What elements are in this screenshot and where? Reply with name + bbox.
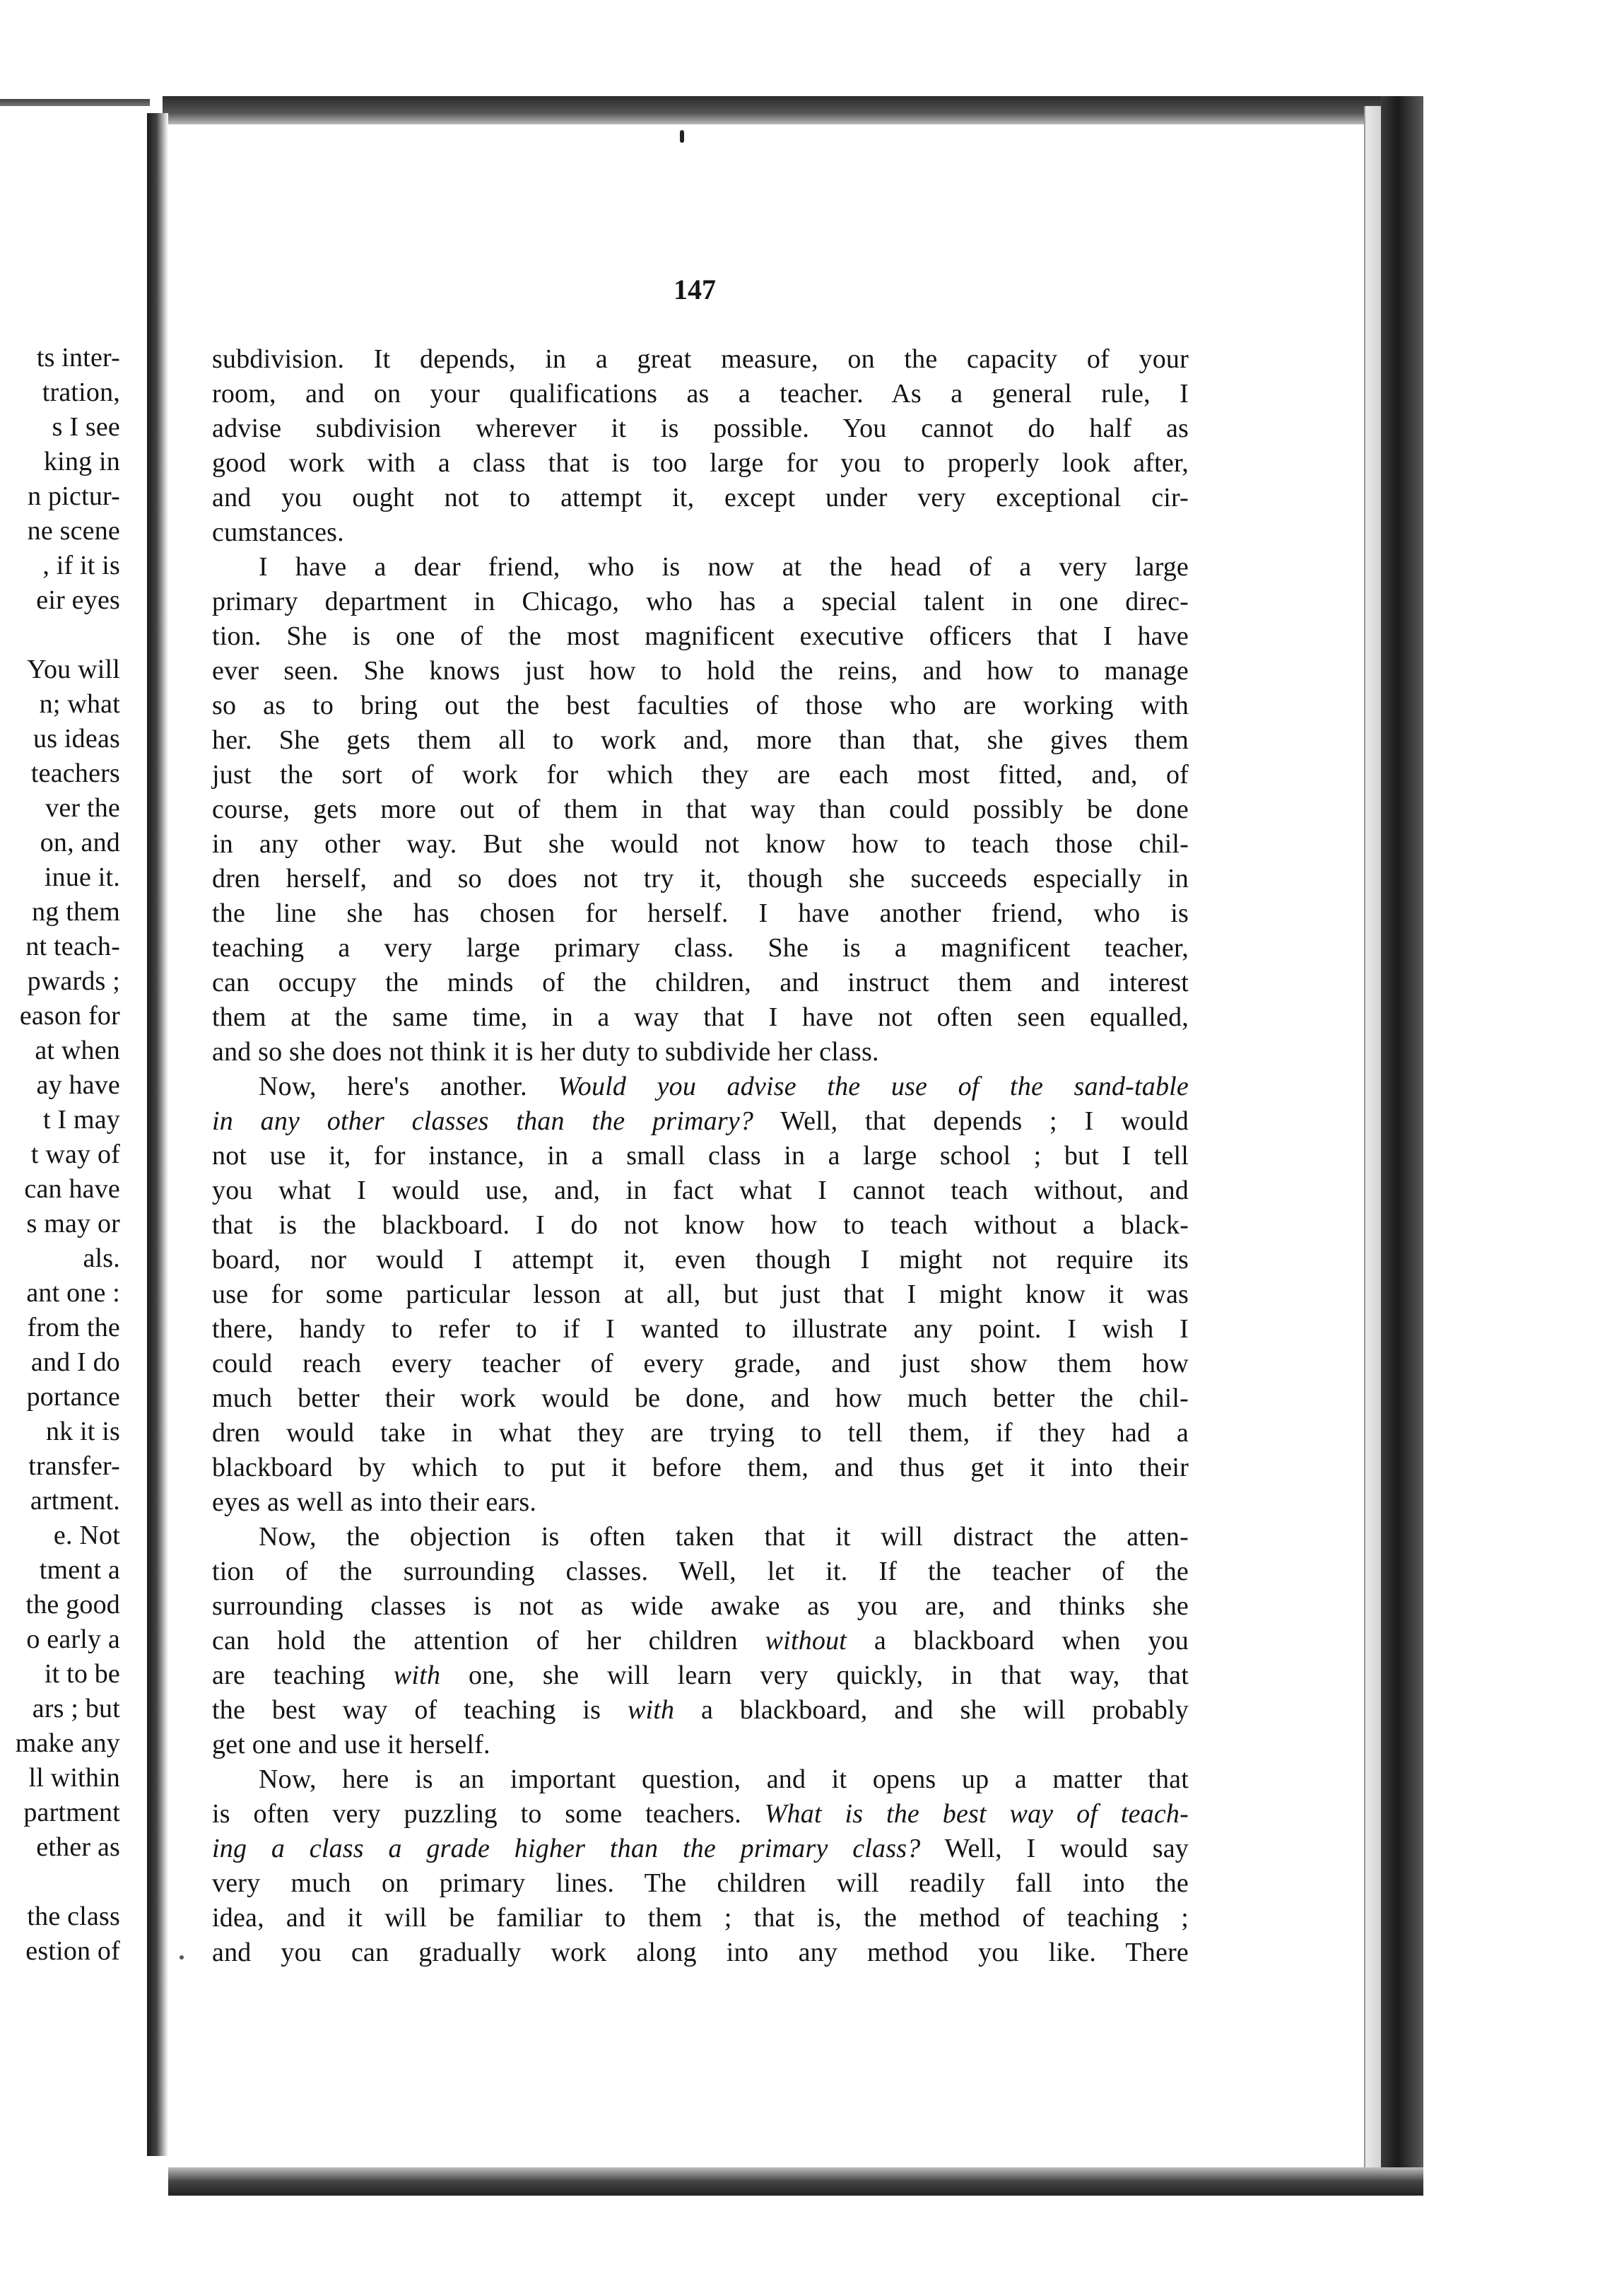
body-line-text: can hold the attention of her children	[212, 1626, 765, 1656]
left-fragment-line: nk it is	[45, 1417, 120, 1446]
left-fragment-line	[0, 618, 120, 652]
left-fragment-line: make any	[15, 1728, 120, 1758]
body-line: use for some particular lesson at all, but just that I might know it was	[212, 1279, 1189, 1309]
left-fragment-line: inue it.	[44, 862, 120, 892]
left-fragment-line: e. Not	[53, 1521, 120, 1550]
italic-question-text: Would you advise the use of the sand-table	[558, 1072, 1189, 1101]
body-line: subdivision. It depends, in a great measure, on the capacity of your	[212, 344, 1189, 374]
body-line: you what I would use, and, in fact what I cannot teach without, and	[212, 1176, 1189, 1205]
body-line: her. She gets them all to work and, more than that, she gives them	[212, 725, 1189, 755]
body-line-text: Well, I would say	[920, 1834, 1189, 1863]
left-fragment-line: ant one :	[26, 1278, 120, 1308]
body-line: can occupy the minds of the children, and instruct them and interest	[212, 968, 1189, 997]
body-line: I have a dear friend, who is now at the head of a very large	[259, 552, 1189, 582]
left-fragment-line: ay have	[36, 1070, 120, 1100]
body-line: and so she does not think it is her duty to subdivide her class.	[212, 1037, 879, 1067]
left-fragment-line	[0, 1865, 120, 1899]
left-fragment-line: eason for	[19, 1001, 120, 1031]
left-fragment-line: at when	[35, 1036, 120, 1065]
body-line: board, nor would I attempt it, even though I might not require its	[212, 1245, 1189, 1275]
body-line: ever seen. She knows just how to hold the reins, and how to manage	[212, 656, 1189, 686]
left-fragment-line: us ideas	[33, 724, 120, 754]
body-line: Now, here is an important question, and it opens up a matter that	[259, 1764, 1189, 1794]
left-page-text-fragments	[0, 341, 120, 1969]
ink-mark	[680, 130, 684, 143]
body-line: good work with a class that is too large for you to properly look after,	[212, 448, 1189, 478]
body-line-text: Now, here's another.	[259, 1072, 558, 1101]
body-line: cumstances.	[212, 517, 344, 547]
left-fragment-line: You will	[27, 655, 120, 684]
body-line: tion. She is one of the most magnificent executive officers that I have	[212, 621, 1189, 651]
body-line: tion of the surrounding classes. Well, let it. If the teacher of the	[212, 1557, 1189, 1586]
left-fragment-line: tment a	[39, 1555, 120, 1585]
italic-question-text: ing a class a grade higher than the primary class?	[212, 1834, 921, 1863]
body-line-text: are teaching	[212, 1660, 394, 1690]
left-fragment-line: portance	[26, 1382, 120, 1412]
body-line: advise subdivision wherever it is possible. You cannot do half as	[212, 414, 1189, 443]
page-stack-edge	[1364, 106, 1382, 2184]
body-line: them at the same time, in a way that I have not often seen equalled,	[212, 1002, 1189, 1032]
body-line-text: the best way of teaching is	[212, 1695, 628, 1725]
body-line: in any other way. But she would not know how to teach those chil-	[212, 829, 1189, 859]
body-line: dren herself, and so does not try it, though she succeeds especially in	[212, 864, 1189, 894]
left-fragment-line: ng them	[32, 897, 120, 927]
left-fragment-line: the good	[25, 1590, 120, 1620]
cover-edge	[1381, 96, 1423, 2196]
left-fragment-line: t way of	[30, 1140, 120, 1169]
gutter-shadow	[147, 113, 168, 2156]
body-line-text: a blackboard when you	[847, 1626, 1189, 1656]
left-fragment-line: can have	[24, 1174, 120, 1204]
left-fragment-line: nt teach-	[25, 932, 120, 961]
left-fragment-line: and I do	[30, 1347, 120, 1377]
left-fragment-line: it to be	[44, 1659, 120, 1689]
body-line: surrounding classes is not as wide awake as you are, and thinks she	[212, 1591, 1189, 1621]
left-fragment-line: , if it is	[42, 551, 120, 580]
italic-question-text: without	[765, 1626, 847, 1656]
body-line: Now, the objection is often taken that it will distract the atten-	[259, 1522, 1189, 1552]
page-body-text	[212, 342, 1189, 1970]
ink-dot	[180, 1955, 184, 1960]
body-line: very much on primary lines. The children will readily fall into the	[212, 1868, 1189, 1898]
body-line: and you ought not to attempt it, except under very exceptional cir-	[212, 483, 1189, 512]
left-fragment-line: artment.	[30, 1486, 120, 1516]
body-line-text: one, she will learn very quickly, in that way, that	[440, 1660, 1189, 1690]
left-fragment-line: ll within	[28, 1763, 120, 1793]
left-fragment-line: pwards ;	[27, 966, 120, 996]
body-line	[212, 1832, 1189, 1866]
left-fragment-line: ether as	[36, 1832, 120, 1862]
body-line: eyes as well as into their ears.	[212, 1487, 537, 1517]
left-fragment-line: the class	[27, 1902, 120, 1931]
left-fragment-line: teachers	[30, 758, 120, 788]
body-line: course, gets more out of them in that way than could possibly be done	[212, 795, 1189, 824]
italic-question-text: with	[393, 1660, 441, 1690]
page-number: 147	[674, 274, 716, 305]
left-fragment-line: o early a	[26, 1624, 120, 1654]
left-fragment-line: n; what	[39, 689, 120, 719]
body-line	[212, 1658, 1189, 1693]
bottom-cover-edge	[168, 2167, 1423, 2196]
left-fragment-line: transfer-	[28, 1451, 120, 1481]
body-line: not use it, for instance, in a small class in a large school ; but I tell	[212, 1141, 1189, 1171]
body-line: get one and use it herself.	[212, 1730, 490, 1759]
body-line: and you can gradually work along into any method you like. There	[212, 1938, 1189, 1967]
body-line	[212, 1693, 1189, 1728]
body-line: dren would take in what they are trying to tell them, if they had a	[212, 1418, 1189, 1448]
left-fragment-line: s may or	[26, 1209, 120, 1238]
italic-question-text: What is the best way of teach-	[764, 1799, 1189, 1829]
body-line: primary department in Chicago, who has a special talent in one direc-	[212, 587, 1189, 616]
body-line: teaching a very large primary class. She is a magnificent teacher,	[212, 933, 1189, 963]
body-line: just the sort of work for which they are each most fitted, and, of	[212, 760, 1189, 790]
body-line	[212, 1624, 1189, 1658]
body-line-text: is often very puzzling to some teachers.	[212, 1799, 765, 1829]
body-line: there, handy to refer to if I wanted to illustrate any point. I wish I	[212, 1314, 1189, 1344]
body-line: room, and on your qualifications as a teacher. As a general rule, I	[212, 379, 1189, 409]
left-fragment-line: ts inter-	[36, 343, 120, 373]
body-line	[212, 1070, 1189, 1104]
left-fragment-line: als.	[83, 1243, 120, 1273]
left-fragment-line: ver the	[45, 793, 120, 823]
left-fragment-line: eir eyes	[36, 585, 120, 615]
left-fragment-line: estion of	[25, 1936, 120, 1966]
left-fragment-line: t I may	[42, 1105, 120, 1135]
italic-question-text: with	[627, 1695, 675, 1725]
body-line: could reach every teacher of every grade, and just show them how	[212, 1349, 1189, 1378]
body-line	[212, 1797, 1189, 1832]
left-fragment-line: king in	[43, 447, 120, 476]
left-fragment-line: ars ; but	[32, 1694, 120, 1723]
body-line: much better their work would be done, and how much better the chil-	[212, 1383, 1189, 1413]
left-fragment-line: tration,	[42, 377, 120, 407]
body-line: blackboard by which to put it before them, and thus get it into their	[212, 1453, 1189, 1482]
left-fragment-line: ne scene	[27, 516, 120, 546]
left-fragment-line: on, and	[40, 828, 120, 857]
left-fragment-line: from the	[27, 1313, 120, 1342]
body-line	[212, 1104, 1189, 1139]
italic-question-text: in any other classes than the primary?	[212, 1106, 754, 1136]
left-fragment-line: n pictur-	[28, 481, 120, 511]
left-fragment-line: s I see	[52, 412, 120, 442]
body-line-text: a blackboard, and she will probably	[674, 1695, 1189, 1725]
body-line: so as to bring out the best faculties of those who are working with	[212, 691, 1189, 720]
body-line: the line she has chosen for herself. I have another friend, who is	[212, 898, 1189, 928]
body-line-text: Well, that depends ; I would	[753, 1106, 1189, 1136]
body-line: idea, and it will be familiar to them ; that is, the method of teaching ;	[212, 1903, 1189, 1933]
left-fragment-line: partment	[23, 1798, 120, 1827]
top-cover-edge	[163, 96, 1423, 124]
body-line: that is the blackboard. I do not know how to teach without a black-	[212, 1210, 1189, 1240]
